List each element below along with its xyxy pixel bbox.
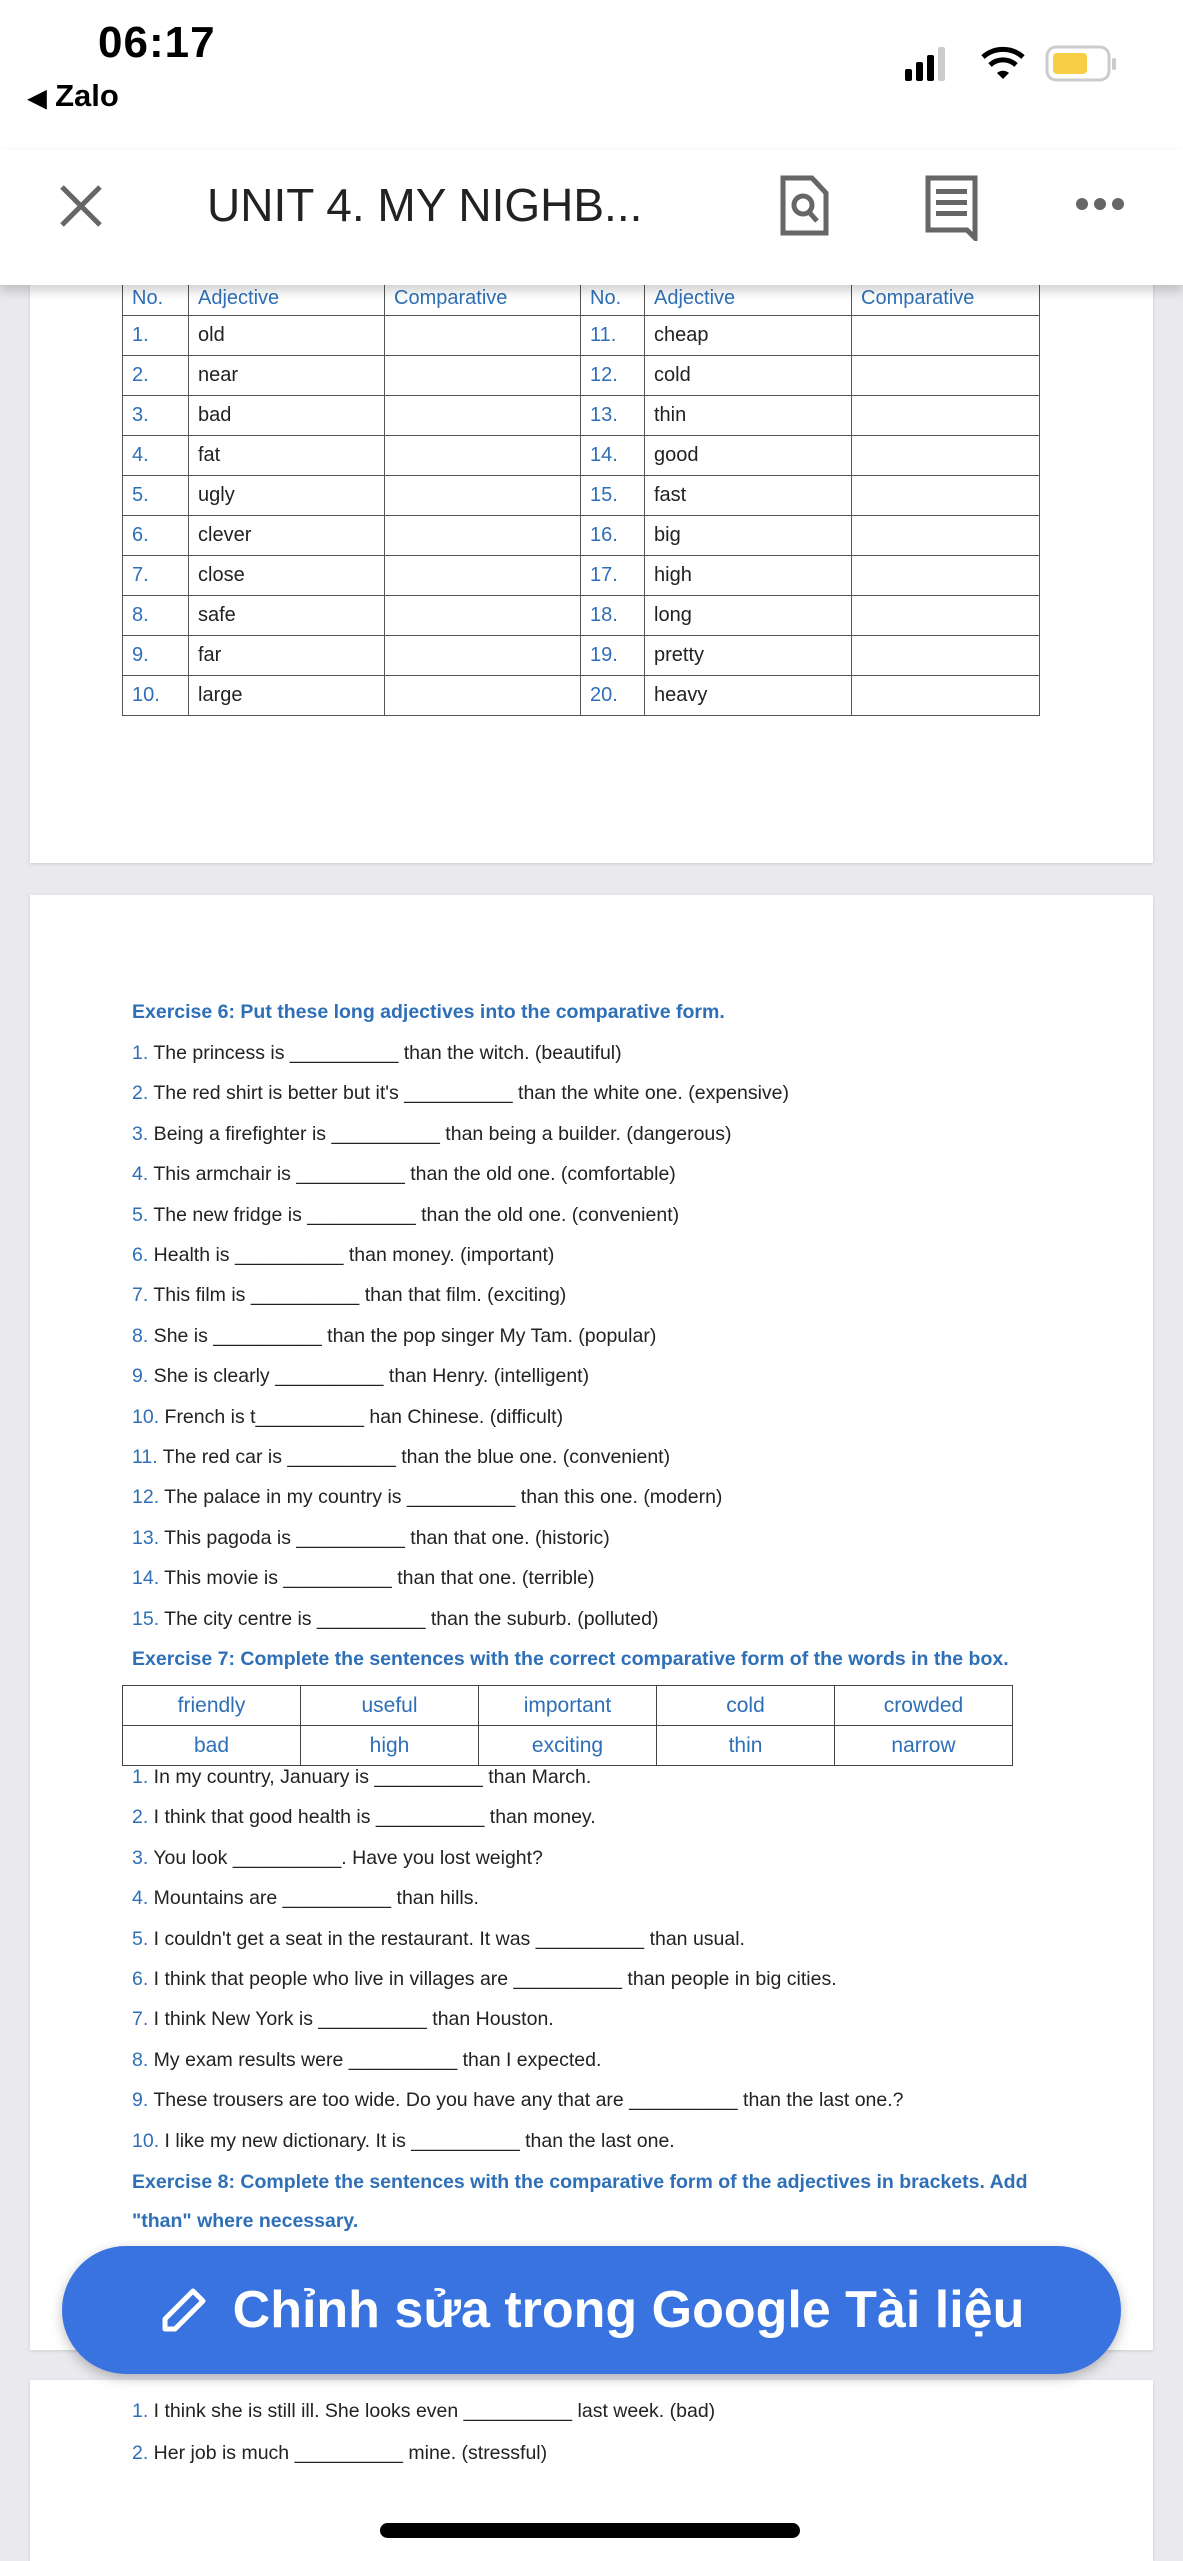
comparative-cell xyxy=(385,476,581,516)
adjective-table xyxy=(122,280,1040,716)
number-cell: 15. xyxy=(581,476,645,516)
exercise-item xyxy=(132,1325,656,1348)
comparative-cell xyxy=(852,436,1040,476)
number-cell: 17. xyxy=(581,556,645,596)
item-number: 4. xyxy=(132,1163,149,1186)
exercise-item xyxy=(132,1567,595,1590)
comparative-cell xyxy=(385,316,581,356)
item-number: 4. xyxy=(132,1887,149,1910)
word-box-cell: thin xyxy=(657,1726,835,1766)
item-text: I like my new dictionary. It is __________ than the last one. xyxy=(159,2129,675,2152)
find-in-document-icon[interactable] xyxy=(780,175,830,237)
exercise-item xyxy=(132,1847,543,1870)
item-number: 9. xyxy=(132,1365,149,1388)
number-cell: 18. xyxy=(581,596,645,636)
comparative-cell xyxy=(385,596,581,636)
exercise-item xyxy=(132,1204,679,1227)
exercise-item xyxy=(132,1284,566,1307)
exercise-item xyxy=(132,1244,554,1267)
item-text: Health is __________ than money. (important) xyxy=(148,1244,555,1266)
more-options-icon[interactable] xyxy=(1075,196,1125,212)
item-number: 6. xyxy=(132,1244,149,1266)
word-box xyxy=(122,1685,1013,1766)
item-text: She is clearly __________ than Henry. (intelligent) xyxy=(148,1365,590,1388)
comparative-cell xyxy=(385,436,581,476)
item-text: The palace in my country is __________ than this one. (modern) xyxy=(159,1486,723,1509)
comparative-cell xyxy=(852,396,1040,436)
adjective-cell: long xyxy=(645,596,852,636)
edit-button-label: Chỉnh sửa trong Google Tài liệu xyxy=(232,2281,1025,2339)
exercise-item xyxy=(132,2089,904,2112)
word-box-cell: high xyxy=(301,1726,479,1766)
column-header: No. xyxy=(123,281,189,316)
edit-in-google-docs-button[interactable] xyxy=(62,2246,1121,2374)
number-cell: 20. xyxy=(581,676,645,716)
item-number: 7. xyxy=(132,1284,149,1307)
item-text: I think that people who live in villages are __________ than people in big cities. xyxy=(148,1968,837,1990)
item-number: 1. xyxy=(132,2400,149,2422)
close-icon[interactable] xyxy=(58,183,104,229)
adjective-cell: cold xyxy=(645,356,852,396)
item-text: This pagoda is __________ than that one. (historic) xyxy=(159,1526,610,1549)
item-number: 5. xyxy=(132,1203,149,1226)
adjective-cell: thin xyxy=(645,396,852,436)
adjective-cell: heavy xyxy=(645,676,852,716)
number-cell: 8. xyxy=(123,596,189,636)
item-number: 8. xyxy=(132,2048,149,2071)
back-app-label: Zalo xyxy=(55,78,119,113)
column-header: No. xyxy=(581,281,645,316)
number-cell: 10. xyxy=(123,676,189,716)
exercise-item xyxy=(132,1406,563,1429)
wifi-icon xyxy=(980,45,1026,81)
exercise-item xyxy=(132,1806,596,1829)
item-number: 9. xyxy=(132,2089,149,2112)
adjective-cell: big xyxy=(645,516,852,556)
exercise6-heading: Exercise 6: Put these long adjectives into the comparative form. xyxy=(132,1001,725,1023)
adjective-cell: high xyxy=(645,556,852,596)
table-header-row xyxy=(123,281,1040,316)
table-row xyxy=(123,436,1040,476)
table-row xyxy=(123,556,1040,596)
item-number: 15. xyxy=(132,1607,160,1630)
table-row xyxy=(123,356,1040,396)
item-number: 2. xyxy=(132,2442,149,2464)
word-box-cell: narrow xyxy=(835,1726,1013,1766)
exercise8-heading-line1: Exercise 8: Complete the sentences with the comparative form of the adjectives in brackets. Add xyxy=(132,2171,1028,2193)
item-text: This movie is __________ than that one. (terrible) xyxy=(159,1567,595,1590)
item-text: You look __________. Have you lost weight? xyxy=(148,1846,543,1869)
item-number: 13. xyxy=(132,1526,160,1549)
item-text: The new fridge is __________ than the old one. (convenient) xyxy=(148,1203,680,1226)
exercise-item xyxy=(132,1527,610,1550)
item-text: I think New York is __________ than Houston. xyxy=(148,2008,554,2031)
item-number: 2. xyxy=(132,1082,149,1105)
number-cell: 14. xyxy=(581,436,645,476)
adjective-cell: near xyxy=(189,356,385,396)
comments-icon[interactable] xyxy=(925,175,979,241)
table-row xyxy=(123,476,1040,516)
adjective-cell: close xyxy=(189,556,385,596)
adjective-cell: fat xyxy=(189,436,385,476)
adjective-cell: bad xyxy=(189,396,385,436)
item-text: My exam results were __________ than I expected. xyxy=(148,2048,602,2071)
adjective-cell: ugly xyxy=(189,476,385,516)
column-header: Comparative xyxy=(852,281,1040,316)
number-cell: 16. xyxy=(581,516,645,556)
pencil-icon xyxy=(159,2285,209,2335)
item-text: She is __________ than the pop singer My Tam. (popular) xyxy=(148,1324,657,1347)
adjective-cell: good xyxy=(645,436,852,476)
item-text: Mountains are __________ than hills. xyxy=(148,1887,479,1910)
comparative-cell xyxy=(385,636,581,676)
item-number: 11. xyxy=(132,1446,158,1468)
adjective-cell: fast xyxy=(645,476,852,516)
column-header: Adjective xyxy=(189,281,385,316)
column-header: Adjective xyxy=(645,281,852,316)
number-cell: 1. xyxy=(123,316,189,356)
item-text: I think that good health is __________ than money. xyxy=(148,1806,596,1829)
item-text: The princess is __________ than the witch. (beautiful) xyxy=(148,1042,622,1064)
word-box-cell: important xyxy=(479,1686,657,1726)
word-box-cell: useful xyxy=(301,1686,479,1726)
exercise-item xyxy=(132,1968,837,1991)
item-number: 12. xyxy=(132,1486,160,1509)
item-text: The red car is __________ than the blue one. (convenient) xyxy=(157,1446,671,1468)
number-cell: 13. xyxy=(581,396,645,436)
home-indicator xyxy=(380,2523,800,2538)
item-text: Being a firefighter is __________ than being a builder. (dangerous) xyxy=(148,1122,732,1145)
item-number: 10. xyxy=(132,2129,160,2152)
exercise-item xyxy=(132,2400,715,2423)
number-cell: 12. xyxy=(581,356,645,396)
adjective-cell: pretty xyxy=(645,636,852,676)
exercise-item xyxy=(132,1486,722,1509)
comparative-cell xyxy=(852,556,1040,596)
back-to-app-link[interactable] xyxy=(28,78,119,114)
item-text: In my country, January is __________ than March. xyxy=(148,1766,592,1788)
comparative-cell xyxy=(385,356,581,396)
exercise-item xyxy=(132,1608,659,1631)
comparative-cell xyxy=(385,396,581,436)
table-row xyxy=(123,516,1040,556)
item-number: 6. xyxy=(132,1968,149,1990)
item-number: 8. xyxy=(132,1324,149,1347)
exercise-item xyxy=(132,1446,670,1469)
item-text: The city centre is __________ than the suburb. (polluted) xyxy=(159,1607,659,1630)
number-cell: 9. xyxy=(123,636,189,676)
comparative-cell xyxy=(385,676,581,716)
number-cell: 2. xyxy=(123,356,189,396)
exercise8-heading-line2: "than" where necessary. xyxy=(132,2210,359,2232)
item-text: Her job is much __________ mine. (stressful) xyxy=(148,2442,548,2464)
item-number: 10. xyxy=(132,1405,160,1428)
item-number: 1. xyxy=(132,1042,149,1064)
comparative-cell xyxy=(385,516,581,556)
item-text: This armchair is __________ than the old one. (comfortable) xyxy=(148,1163,676,1186)
adjective-cell: clever xyxy=(189,516,385,556)
comparative-cell xyxy=(385,556,581,596)
word-box-row xyxy=(123,1686,1013,1726)
clock: 06:17 xyxy=(98,18,216,67)
comparative-cell xyxy=(852,516,1040,556)
item-text: I think she is still ill. She looks even __________ last week. (bad) xyxy=(148,2400,716,2422)
number-cell: 7. xyxy=(123,556,189,596)
exercise-item xyxy=(132,1163,676,1186)
item-number: 7. xyxy=(132,2008,149,2031)
adjective-cell: safe xyxy=(189,596,385,636)
number-cell: 4. xyxy=(123,436,189,476)
exercise-item xyxy=(132,1887,479,1910)
document-title: UNIT 4. MY NIGHB... xyxy=(207,179,643,231)
comparative-cell xyxy=(852,596,1040,636)
exercise-item xyxy=(132,1042,622,1065)
exercise-item xyxy=(132,2049,601,2072)
item-text: I couldn't get a seat in the restaurant. It was __________ than usual. xyxy=(148,1927,745,1950)
item-number: 5. xyxy=(132,1927,149,1950)
comparative-cell xyxy=(852,636,1040,676)
number-cell: 5. xyxy=(123,476,189,516)
exercise-item xyxy=(132,1766,591,1789)
number-cell: 6. xyxy=(123,516,189,556)
word-box-cell: exciting xyxy=(479,1726,657,1766)
status-bar xyxy=(0,0,1183,150)
table-row xyxy=(123,636,1040,676)
item-number: 3. xyxy=(132,1122,149,1145)
exercise-item xyxy=(132,1365,589,1388)
exercise-item xyxy=(132,1082,789,1105)
item-text: French is t__________ han Chinese. (difficult) xyxy=(159,1405,564,1428)
number-cell: 3. xyxy=(123,396,189,436)
exercise-item xyxy=(132,2008,554,2031)
adjective-cell: old xyxy=(189,316,385,356)
comparative-cell xyxy=(852,676,1040,716)
word-box-cell: crowded xyxy=(835,1686,1013,1726)
table-row xyxy=(123,316,1040,356)
item-number: 14. xyxy=(132,1567,160,1590)
word-box-cell: bad xyxy=(123,1726,301,1766)
signal-icon xyxy=(905,45,965,81)
table-row xyxy=(123,676,1040,716)
comparative-cell xyxy=(852,316,1040,356)
exercise7-heading: Exercise 7: Complete the sentences with the correct comparative form of the words in the box. xyxy=(132,1648,1009,1670)
word-box-cell: friendly xyxy=(123,1686,301,1726)
battery-icon xyxy=(1045,44,1121,84)
item-text: These trousers are too wide. Do you have any that are __________ than the last one.? xyxy=(148,2089,904,2112)
item-text: This film is __________ than that film. (exciting) xyxy=(148,1284,567,1307)
number-cell: 11. xyxy=(581,316,645,356)
comparative-cell xyxy=(852,356,1040,396)
table-row xyxy=(123,596,1040,636)
adjective-cell: large xyxy=(189,676,385,716)
exercise-item xyxy=(132,1928,745,1951)
word-box-row xyxy=(123,1726,1013,1766)
item-text: The red shirt is better but it's __________ than the white one. (expensive) xyxy=(148,1082,790,1105)
item-number: 2. xyxy=(132,1806,149,1829)
word-box-cell: cold xyxy=(657,1686,835,1726)
item-number: 1. xyxy=(132,1766,149,1788)
exercise-item xyxy=(132,1123,732,1146)
exercise-item xyxy=(132,2442,547,2465)
table-row xyxy=(123,396,1040,436)
number-cell: 19. xyxy=(581,636,645,676)
adjective-cell: far xyxy=(189,636,385,676)
column-header: Comparative xyxy=(385,281,581,316)
exercise-item xyxy=(132,2130,675,2153)
comparative-cell xyxy=(852,476,1040,516)
adjective-cell: cheap xyxy=(645,316,852,356)
app-bar xyxy=(0,150,1183,285)
item-number: 3. xyxy=(132,1846,149,1869)
back-triangle-icon: ◀ xyxy=(28,85,47,112)
